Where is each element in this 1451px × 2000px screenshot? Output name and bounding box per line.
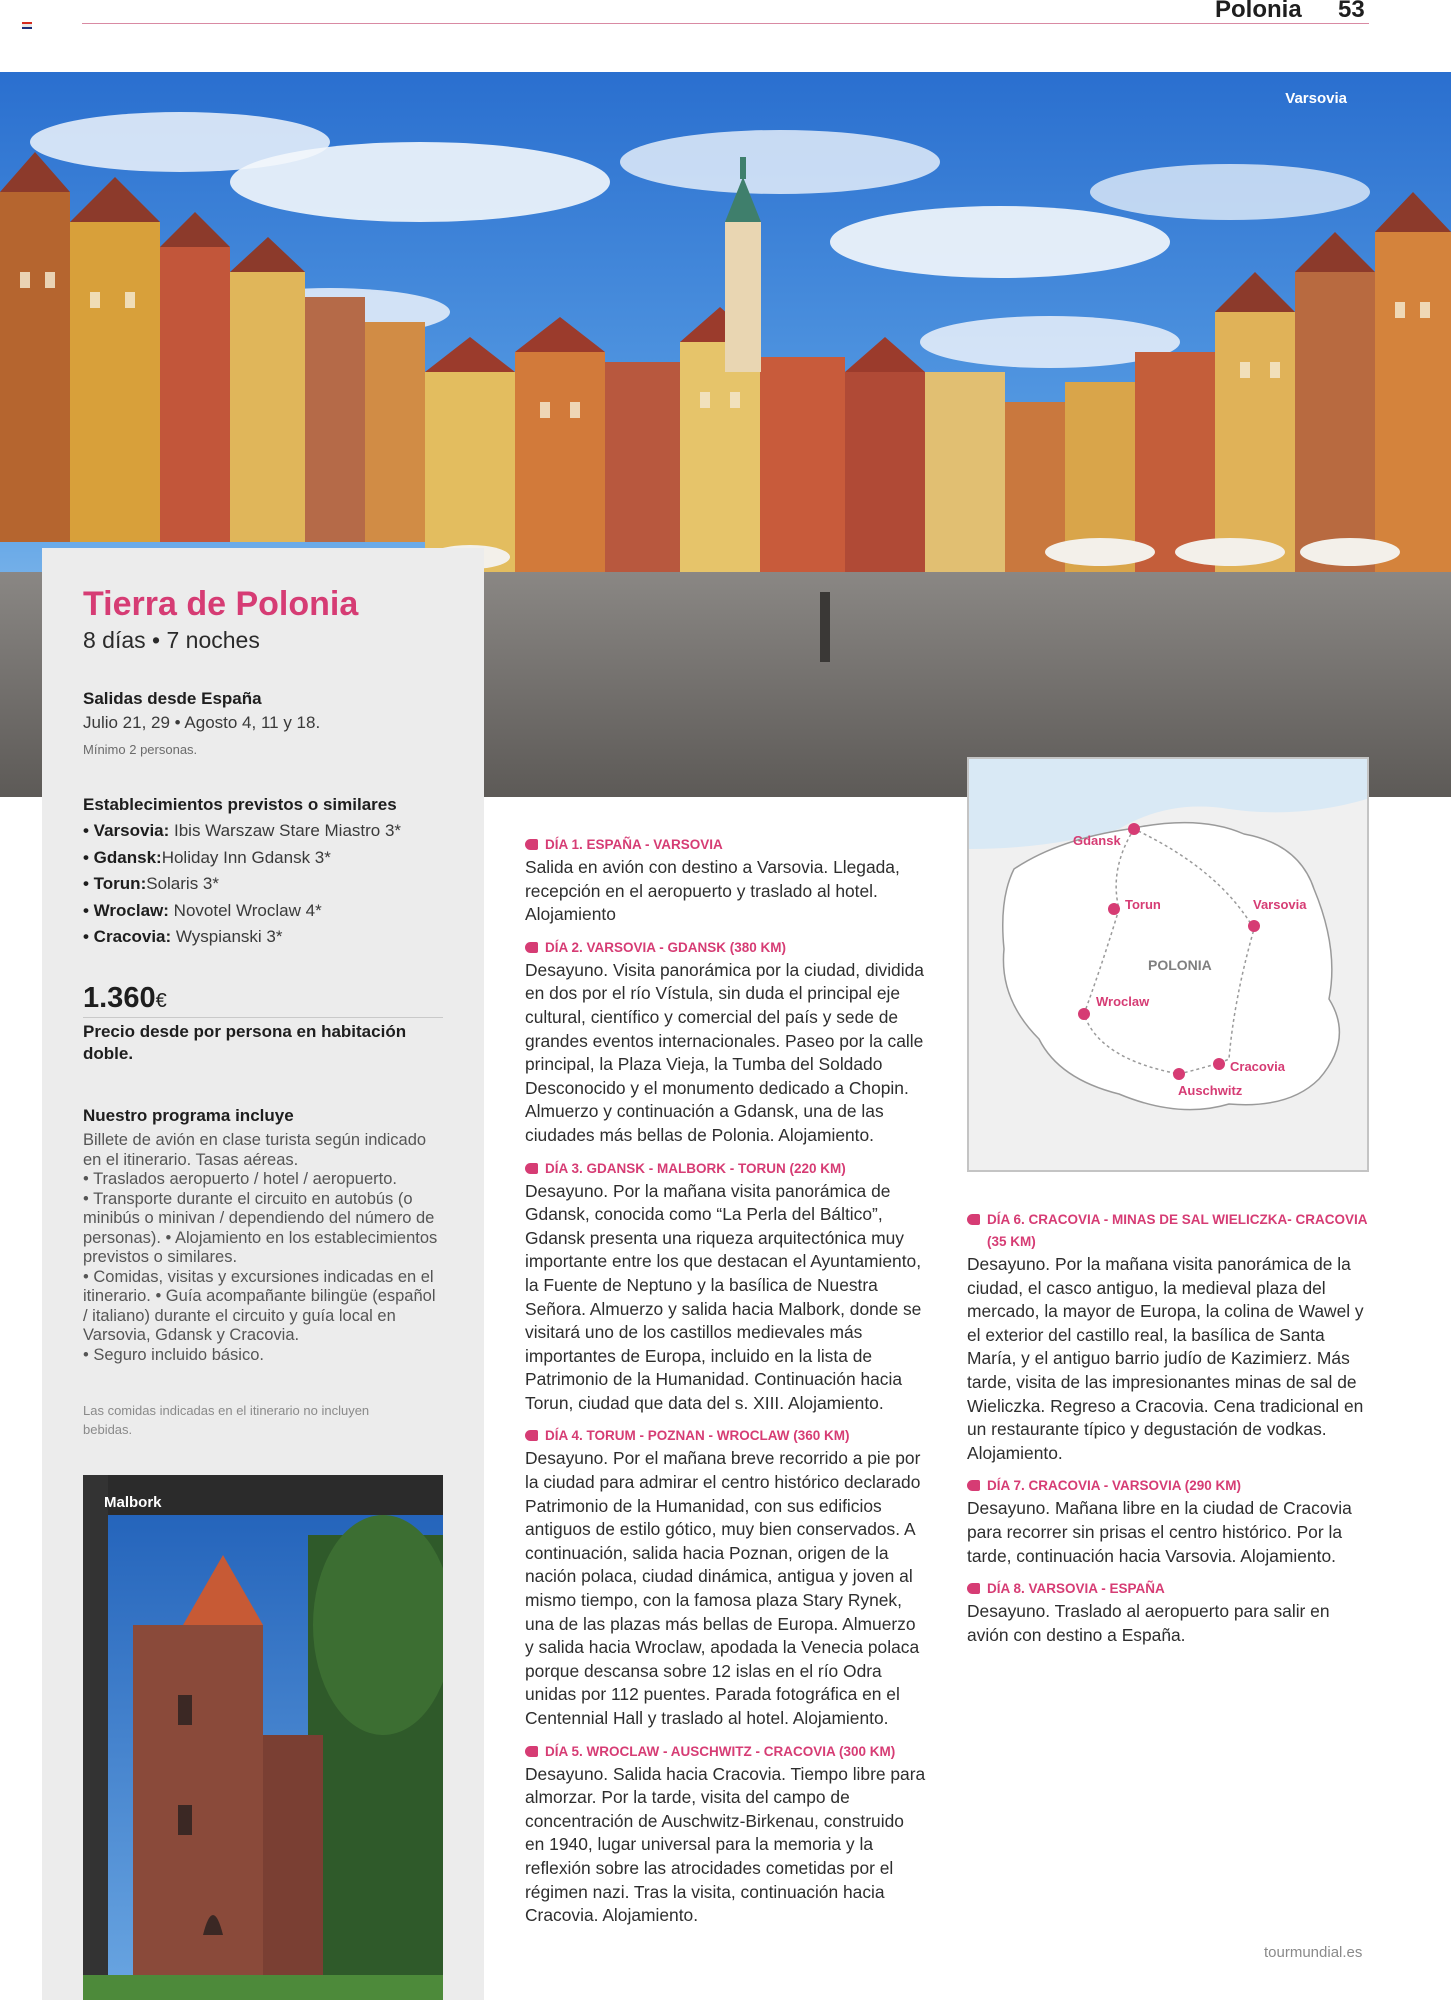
- hotel-item: • Cracovia: Wyspianski 3*: [83, 927, 283, 946]
- hotels-label: Establecimientos previstos o similares: [83, 795, 397, 814]
- hotel-item: • Wroclaw: Novotel Wroclaw 4*: [83, 900, 322, 920]
- day-body: Desayuno. Visita panorámica por la ciudad, dividida en dos por el río Vístula, sin duda el principal eje cultural, científico y comercial del país y sede de grandes eventos internacionales. Paseo por la calle principal, la Plaza Vieja, la Tumba del Soldado Desconocido y el monumento dedicado a Chopin. Almuerzo y continuación a Gdansk, una de las ciudades más bellas de Polonia. Alojamiento.: [525, 959, 924, 1145]
- day-title: DÍA 7. CRACOVIA - VARSOVIA (290 KM): [967, 1475, 1369, 1497]
- page-number: 53: [1338, 0, 1365, 23]
- day-title: DÍA 2. VARSOVIA - GDANSK (380 KM): [525, 937, 927, 959]
- map-city-cracovia: Cracovia: [1230, 1059, 1285, 1074]
- malbork-caption: Malbork: [104, 1494, 162, 1511]
- day-title: DÍA 5. WROCLAW - AUSCHWITZ - CRACOVIA (300 KM): [525, 1741, 927, 1763]
- day-bullet-icon: [525, 1163, 538, 1174]
- header-rule: [82, 23, 1369, 24]
- day-title: DÍA 6. CRACOVIA - MINAS DE SAL WIELICZKA- CRACOVIA (35 KM): [967, 1209, 1369, 1253]
- includes-item: • Comidas, visitas y excursiones indicadas en el itinerario. • Guía acompañante bilingüe (español / italiano) durante el circuito y guía local en Varsovia, Gdansk y Cracovia.: [83, 1267, 436, 1344]
- day-bullet-icon: [967, 1583, 980, 1594]
- day-bullet-icon: [525, 1430, 538, 1441]
- price-rule: [83, 1017, 443, 1018]
- trip-duration: 8 días • 7 noches: [83, 627, 260, 653]
- map-city-gdansk: Gdansk: [1073, 833, 1121, 848]
- day-bullet-icon: [967, 1214, 980, 1225]
- header-country: Polonia: [1215, 0, 1302, 23]
- day-body: Desayuno. Traslado al aeropuerto para salir en avión con destino a España.: [967, 1601, 1330, 1645]
- map-city-varsovia: Varsovia: [1253, 897, 1307, 912]
- includes-item: • Traslados aeropuerto / hotel / aeropuerto.: [83, 1170, 397, 1188]
- includes-item: Billete de avión en clase turista según indicado en el itinerario. Tasas aéreas.: [83, 1131, 427, 1169]
- itinerary-day: [967, 1475, 1369, 1568]
- hotel-item: • Torun:Solaris 3*: [83, 874, 219, 893]
- hotel-list: [83, 818, 401, 951]
- price: 1.360€: [83, 982, 167, 1014]
- price-note: Precio desde por persona en habitación doble.: [83, 1022, 407, 1063]
- spain-poland-flag-icon: [22, 22, 32, 29]
- day-body: Desayuno. Por el mañana breve recorrido a pie por la ciudad para admirar el centro histórico declarado Patrimonio de la Humanidad, con sus edificios antiguos de estilo gótico, muy bien conservados. A continuación, salida hacia Poznan, origen de la nación polaca, ciudad dinámica, antigua y joven al mismo tiempo, con la famosa plaza Stary Rynek, una de las plazas más bellas de Europa. Almuerzo y salida hacia Wroclaw, apodada la Venecia polaca porque descansa sobre 12 islas en el río Odra unidas por 112 puentes. Parada fotográfica en el Centennial Hall y traslado al hotel. Alojamiento.: [525, 1448, 921, 1728]
- includes-list: [83, 1131, 438, 1365]
- day-body: Salida en avión con destino a Varsovia. Llegada, recepción en el aeropuerto y traslado al hotel. Alojamiento: [525, 857, 900, 925]
- itinerary-day: [967, 1209, 1369, 1465]
- day-body: Desayuno. Por la mañana visita panorámica de Gdansk, conocida como “La Perla del Báltico”, Gdansk presenta una riqueza arquitectónica muy importante entre los que destacan el Ayuntamiento, la Fuente de Neptuno y la basílica de Nuestra Señora. Almuerzo y salida hacia Malbork, donde se visitará uno de los castillos medievales más importantes de Europa, incluido en la lista de Patrimonio de la Humanidad. Continuación hacia Torun, ciudad que data del s. XIII. Alojamiento.: [525, 1180, 922, 1413]
- departures-dates: Julio 21, 29 • Agosto 4, 11 y 18.: [83, 713, 321, 732]
- itinerary-day: [967, 1578, 1369, 1647]
- itinerary-day: [525, 937, 927, 1148]
- day-body: Desayuno. Salida hacia Cracovia. Tiempo libre para almorzar. Por la tarde, visita del campo de concentración de Auschwitz-Birkenau, construido en 1940, lugar universal para la memoria y la reflexión sobre las atrocidades cometidas por el régimen nazi. Tras la visita, continuación hacia Cracovia. Alojamiento.: [525, 1763, 926, 1926]
- includes-label: Nuestro programa incluye: [83, 1106, 294, 1125]
- day-body: Desayuno. Mañana libre en la ciudad de Cracovia para recorrer sin prisas el centro histórico. Por la tarde, continuación hacia Varsovia. Alojamiento.: [967, 1498, 1352, 1566]
- hotel-item: • Gdansk:Holiday Inn Gdansk 3*: [83, 847, 331, 867]
- departures-label: Salidas desde España: [83, 689, 262, 708]
- day-bullet-icon: [525, 839, 538, 850]
- itinerary-day: [525, 1741, 927, 1928]
- day-title: DÍA 8. VARSOVIA - ESPAÑA: [967, 1578, 1369, 1600]
- includes-item: • Transporte durante el circuito en autobús (o minibús o minivan / dependiendo del número de personas). • Alojamiento en los establecimientos previstos o similares.: [83, 1189, 438, 1266]
- map-city-torun: Torun: [1125, 897, 1161, 912]
- itinerary-day: [525, 1425, 927, 1730]
- map-city-auschwitz: Auschwitz: [1178, 1083, 1243, 1098]
- itinerary-column-2: [967, 1209, 1369, 1657]
- min-people-note: Mínimo 2 personas.: [83, 742, 198, 757]
- itinerary-day: [525, 1158, 927, 1416]
- map-city-wroclaw: Wroclaw: [1096, 994, 1150, 1009]
- day-title: DÍA 1. ESPAÑA - VARSOVIA: [525, 834, 927, 856]
- meals-note: Las comidas indicadas en el itinerario no incluyen bebidas.: [83, 1403, 370, 1437]
- hero-caption: Varsovia: [1285, 90, 1347, 107]
- day-body: Desayuno. Por la mañana visita panorámica de la ciudad, el casco antiguo, la medieval plaza del mercado, la mayor de Europa, la colina de Wawel y el exterior del castillo real, la basílica de Santa María, y el antiguo barrio judío de Kazimierz. Más tarde, visita de las impresionantes minas de sal de Wieliczka. Regreso a Cracovia. Cena tradicional en un restaurante típico y degustación de vodkas. Alojamiento.: [967, 1254, 1364, 1463]
- day-bullet-icon: [967, 1480, 980, 1491]
- itinerary-column-1: [525, 834, 927, 1938]
- day-bullet-icon: [525, 1746, 538, 1757]
- day-bullet-icon: [525, 942, 538, 953]
- hotel-item: • Varsovia: Ibis Warszaw Stare Miastro 3*: [83, 821, 402, 840]
- malbork-castle-photo: [83, 1475, 443, 2000]
- trip-title: Tierra de Polonia: [83, 585, 359, 623]
- day-title: DÍA 4. TORUM - POZNAN - WROCLAW (360 KM): [525, 1425, 927, 1447]
- itinerary-day: [525, 834, 927, 927]
- website-link[interactable]: tourmundial.es: [1264, 1944, 1363, 1961]
- day-title: DÍA 3. GDANSK - MALBORK - TORUN (220 KM): [525, 1158, 927, 1180]
- includes-item: • Seguro incluido básico.: [83, 1345, 264, 1364]
- map-country-label: POLONIA: [1148, 957, 1212, 973]
